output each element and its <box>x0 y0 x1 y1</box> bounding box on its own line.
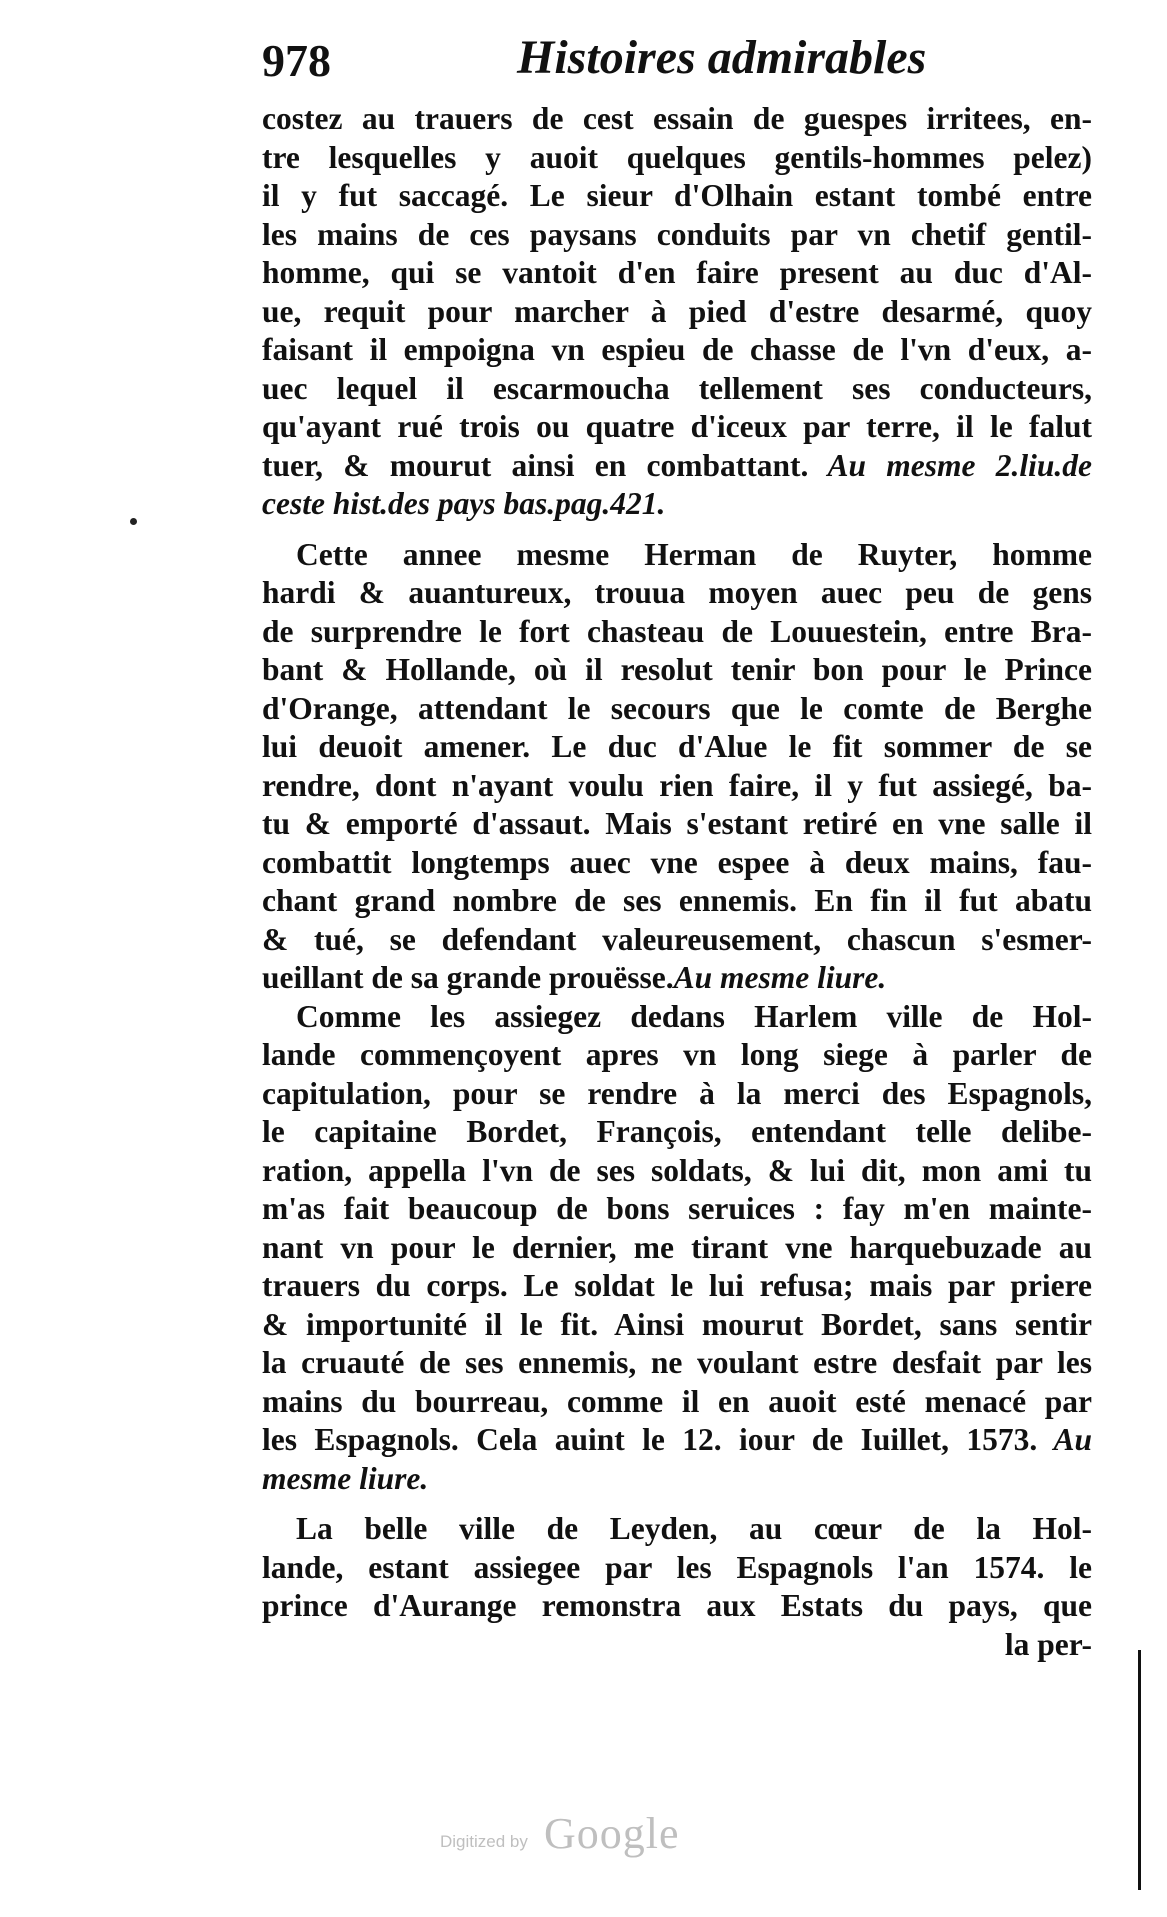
line-text: combattit longtemps auec vne espee à deux mains, fau- <box>262 844 1092 880</box>
line-text: ration, appella l'vn de ses soldats, & lui dit, mon ami tu <box>262 1152 1092 1188</box>
line-text: m'as fait beaucoup de bons seruices : fay m'en mainte- <box>262 1191 1092 1226</box>
line-text: capitulation, pour se rendre à la merci des Espagnols, <box>262 1075 1092 1111</box>
line-text: de surprendre le fort chasteau de Louuestein, entre Bra- <box>262 613 1092 649</box>
citation: ceste hist.des pays bas.pag.421. <box>262 486 666 521</box>
line-text: la cruauté de ses ennemis, ne voulant estre desfait par les <box>262 1345 1092 1380</box>
line-text: faisant il empoigna vn espieu de chasse de l'vn d'eux, a- <box>262 332 1092 367</box>
citation: Au mesme liure. <box>673 960 887 995</box>
text-line <box>262 370 1092 409</box>
page-header <box>262 30 982 94</box>
line-text: costez au trauers de cest essain de guespes irritees, en- <box>262 101 1092 136</box>
line-text: lande commençoyent apres vn long siege à parler de <box>262 1037 1092 1072</box>
text-line <box>262 574 1092 613</box>
paragraph-gap <box>262 1498 1092 1510</box>
line-text: rendre, dont n'ayant voulu rien faire, il y fut assiegé, ba- <box>262 767 1092 803</box>
line-text: qu'ayant rué trois ou quatre d'iceux par terre, il le falut <box>262 409 1092 444</box>
running-title: Histoires admirables <box>517 31 927 84</box>
text-line <box>262 293 1092 332</box>
text-line <box>262 331 1092 370</box>
digitization-watermark <box>440 1808 740 1858</box>
text-line <box>262 254 1092 293</box>
line-text: les Espagnols. Cela auint le 12. iour de Iuillet, 1573. <box>262 1422 1038 1457</box>
line-text: ue, requit pour marcher à pied d'estre desarmé, quoy <box>262 293 1092 329</box>
text-line <box>262 1229 1092 1268</box>
line-text: chant grand nombre de ses ennemis. En fin il fut abatu <box>262 883 1092 918</box>
text-line <box>262 1190 1092 1229</box>
line-text: Cette annee mesme Herman de Ruyter, homme <box>296 536 1092 572</box>
margin-mark <box>130 518 137 525</box>
text-line <box>262 1626 1092 1665</box>
text-line <box>262 998 1092 1037</box>
digitized-by-label: Digitized by <box>440 1832 528 1851</box>
line-text: Comme les assiegez dedans Harlem ville de Hol- <box>296 998 1092 1034</box>
text-line <box>262 1306 1092 1345</box>
line-text: & tué, se defendant valeureusement, chascun s'esmer- <box>262 921 1092 957</box>
citation: Au mesme 2.liu.de <box>808 447 1092 483</box>
google-wordmark: Google <box>544 1809 680 1858</box>
text-line <box>262 921 1092 960</box>
text-line <box>262 1036 1092 1075</box>
margin-rule <box>1138 1650 1141 1890</box>
line-text: prince d'Aurange remonstra aux Estats du pays, que <box>262 1588 1092 1623</box>
text-line <box>262 959 1092 998</box>
text-line <box>262 1383 1092 1422</box>
line-text: uec lequel il escarmoucha tellement ses conducteurs, <box>262 370 1092 406</box>
text-line <box>262 1549 1092 1588</box>
line-text: tre lesquelles y auoit quelques gentils-hommes pelez) <box>262 139 1092 175</box>
line-text: d'Orange, attendant le secours que le comte de Berghe <box>262 690 1092 726</box>
citation: mesme liure. <box>262 1460 429 1496</box>
line-text: tuer, & mourut ainsi en combattant. <box>262 447 809 483</box>
line-text: & importunité il le fit. Ainsi mourut Bordet, sans sentir <box>262 1306 1092 1342</box>
line-text: les mains de ces paysans conduits par vn chetif gentil- <box>262 216 1092 252</box>
text-line <box>262 536 1092 575</box>
line-text: lui deuoit amener. Le duc d'Alue le fit sommer de se <box>262 729 1092 764</box>
text-line <box>262 805 1092 844</box>
text-line <box>262 408 1092 447</box>
text-line <box>262 1510 1092 1549</box>
line-text: lande, estant assiegee par les Espagnols l'an 1574. le <box>262 1549 1092 1585</box>
text-line <box>262 216 1092 255</box>
text-line <box>262 1344 1092 1383</box>
line-text: tu & emporté d'assaut. Mais s'estant retiré en vne salle il <box>262 806 1092 841</box>
text-line <box>262 100 1092 139</box>
paragraph-gap <box>262 524 1092 536</box>
line-text: la per- <box>1004 1626 1092 1662</box>
line-text: il y fut saccagé. Le sieur d'Olhain estant tombé entre <box>262 178 1092 213</box>
text-line <box>262 613 1092 652</box>
text-line <box>262 882 1092 921</box>
text-line <box>262 1152 1092 1191</box>
text-line <box>262 1587 1092 1626</box>
line-text: ueillant de sa grande prouësse. <box>262 960 674 995</box>
line-text: trauers du corps. Le soldat le lui refusa; mais par priere <box>262 1268 1092 1303</box>
page-number: 978 <box>262 35 331 86</box>
text-line <box>262 139 1092 178</box>
text-line <box>262 1113 1092 1152</box>
text-line <box>262 447 1092 486</box>
text-line <box>262 651 1092 690</box>
text-line <box>262 177 1092 216</box>
line-text: homme, qui se vantoit d'en faire present au duc d'Al- <box>262 255 1092 290</box>
line-text: le capitaine Bordet, François, entendant telle delibe- <box>262 1114 1092 1149</box>
text-line <box>262 690 1092 729</box>
line-text: bant & Hollande, où il resolut tenir bon pour le Prince <box>262 652 1092 687</box>
text-line <box>262 728 1092 767</box>
text-line <box>262 1075 1092 1114</box>
line-text: nant vn pour le dernier, me tirant vne harquebuzade au <box>262 1229 1092 1265</box>
text-line <box>262 485 1092 524</box>
text-line <box>262 1460 1092 1499</box>
text-line <box>262 1421 1092 1460</box>
line-text: La belle ville de Leyden, au cœur de la Hol- <box>296 1511 1092 1546</box>
citation: Au <box>1037 1422 1092 1457</box>
text-line <box>262 844 1092 883</box>
line-text: hardi & auantureux, trouua moyen auec peu de gens <box>262 575 1092 610</box>
text-line <box>262 1267 1092 1306</box>
line-text: mains du bourreau, comme il en auoit esté menacé par <box>262 1383 1092 1419</box>
body-text <box>262 100 1092 1664</box>
text-line <box>262 767 1092 806</box>
